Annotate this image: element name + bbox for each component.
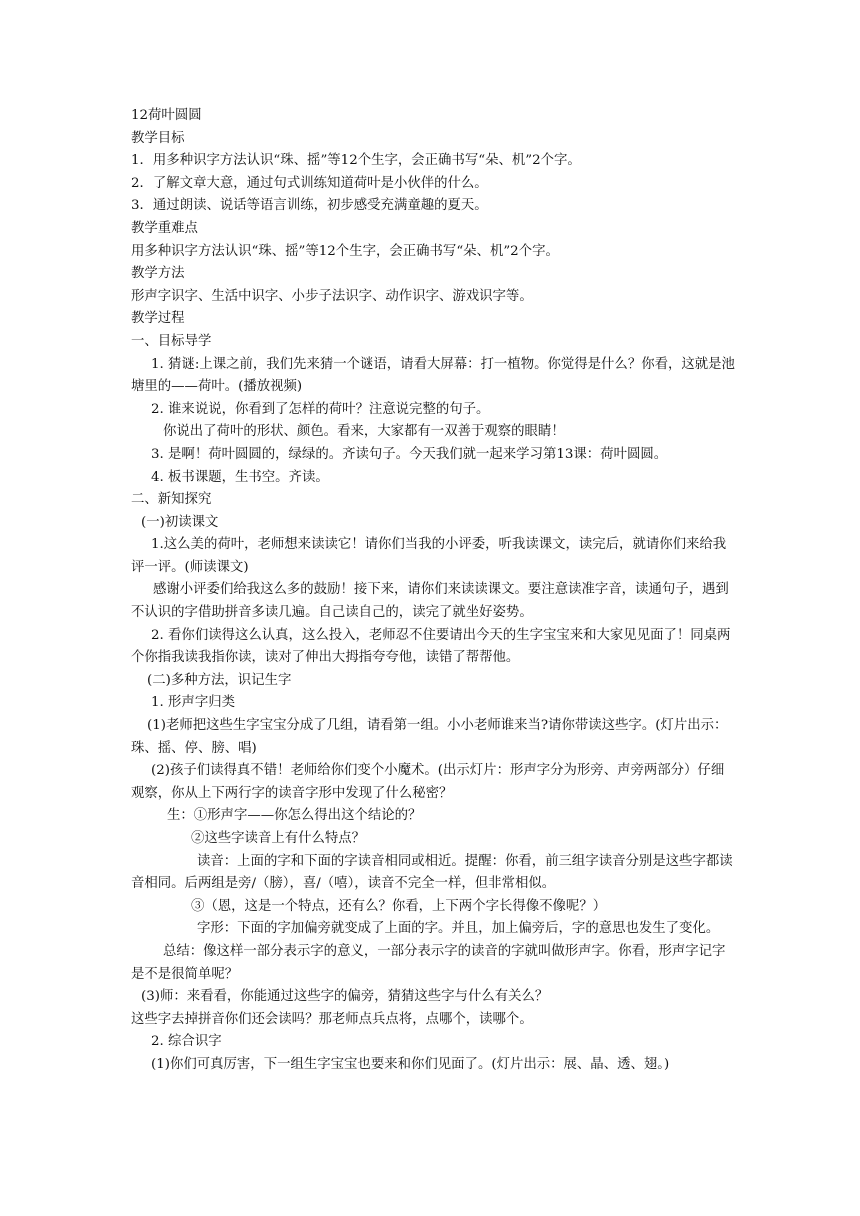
paragraph: ②这些字读音上有什么特点？ [191,831,366,846]
goal-3: 3．通过朗读、说话等语言训练，初步感受充满童趣的夏天。 [131,198,488,214]
paragraph: 2. 看你们读得这么认真，这么投入，老师忍不住要请出今天的生字宝宝来和大家见见面了！同桌两个你指我读我指你读，读对了伸出大拇指夸夸他，读错了帮帮他。 [131,627,731,666]
key-points-text: 用多种识字方法认识“珠、摇”等12个生字，会正确书写“朵、机”2个字。 [131,243,559,259]
subsection-heading: 2. 综合识字 [151,1034,222,1050]
paragraph: 读音：上面的字和下面的字读音相同或相近。提醒：你看，前三组字读音分别是这些字都读音相同。后两组是旁/（膀），喜/（嘻），读音不完全一样，但非常相似。 [131,853,733,892]
goal-1: 1．用多种识字方法认识“珠、摇”等12个生字，会正确书写“朵、机”2个字。 [131,153,581,169]
subsection-heading: (一)初读课文 [141,514,219,530]
paragraph: 2. 谁来说说，你看到了怎样的荷叶？注意说完整的句子。 [151,401,490,417]
paragraph: 4. 板书课题，生书空。齐读。 [151,469,329,485]
paragraph: (1)你们可真厉害，下一组生字宝宝也要来和你们见面了。(灯片出示：展、晶、透、翅。) [151,1056,670,1072]
paragraph: 生：①形声字——你怎么得出这个结论的？ [167,808,422,824]
paragraph: 总结：像这样一部分表示字的意义，一部分表示字的读音的字就叫做形声字。你看，形声字记字是不是很简单呢？ [131,943,726,982]
heading-goals: 教学目标 [131,130,185,146]
section-1-heading: 一、目标导学 [131,333,212,349]
paragraph: 3. 是啊！荷叶圆圆的，绿绿的。齐读句子。今天我们就一起来学习第13课：荷叶圆圆。 [151,446,668,462]
lesson-title: 12荷叶圆圆 [131,108,202,123]
section-2-heading: 二、新知探究 [131,492,212,508]
paragraph: 1.这么美的荷叶，老师想来读读它！请你们当我的小评委，听我读课文，读完后，就请你们来给我评一评。(师读课文) [131,537,727,575]
goal-2: 2．了解文章大意，通过句式训练知道荷叶是小伙伴的什么。 [131,175,488,191]
paragraph: 感谢小评委们给我这么多的鼓励！接下来，请你们来读读课文。要注意读准字音，读通句子，遇到不认识的字借助拼音多读几遍。自己读自己的，读完了就坐好姿势。 [131,582,729,621]
heading-key-points: 教学重难点 [131,220,198,236]
paragraph: (3)师：来看看，你能通过这些字的偏旁，猜猜这些字与什么有关么？ [141,989,549,1005]
document-body [131,105,735,1077]
heading-process: 教学过程 [131,311,185,327]
paragraph: 1. 形声字归类 [151,695,235,711]
paragraph: 字形：下面的字加偏旁就变成了上面的字。并且，加上偏旁后，字的意思也发生了变化。 [197,921,720,937]
subsection-heading: (二)多种方法，识记生字 [147,672,292,688]
heading-methods: 教学方法 [131,266,185,282]
paragraph: (2)孩子们读得真不错！老师给你们变个小魔术。(出示灯片：形声字分为形旁、声旁两部分）仔细观察，你从上下两行字的读音字形中发现了什么秘密？ [131,763,725,801]
paragraph: 这些字去掉拼音你们还会读吗？那老师点兵点将，点哪个，读哪个。 [131,1011,533,1027]
paragraph: 你说出了荷叶的形状、颜色。看来，大家都有一双善于观察的眼睛！ [163,424,565,440]
paragraph: 1. 猜谜:上课之前，我们先来猜一个谜语，请看大屏幕：打一植物。你觉得是什么？你看，这就是池塘里的——荷叶。(播放视频) [131,356,735,395]
paragraph: ③（恩，这是一个特点，还有么？你看，上下两个字长得像不像呢？） [191,898,607,914]
paragraph: (1)老师把这些生字宝宝分成了几组，请看第一组。小小老师谁来当?请你带读这些字。(灯片出示：珠、摇、停、膀、唱) [131,718,728,756]
methods-text: 形声字识字、生活中识字、小步子法识字、动作识字、游戏识字等。 [131,288,533,304]
